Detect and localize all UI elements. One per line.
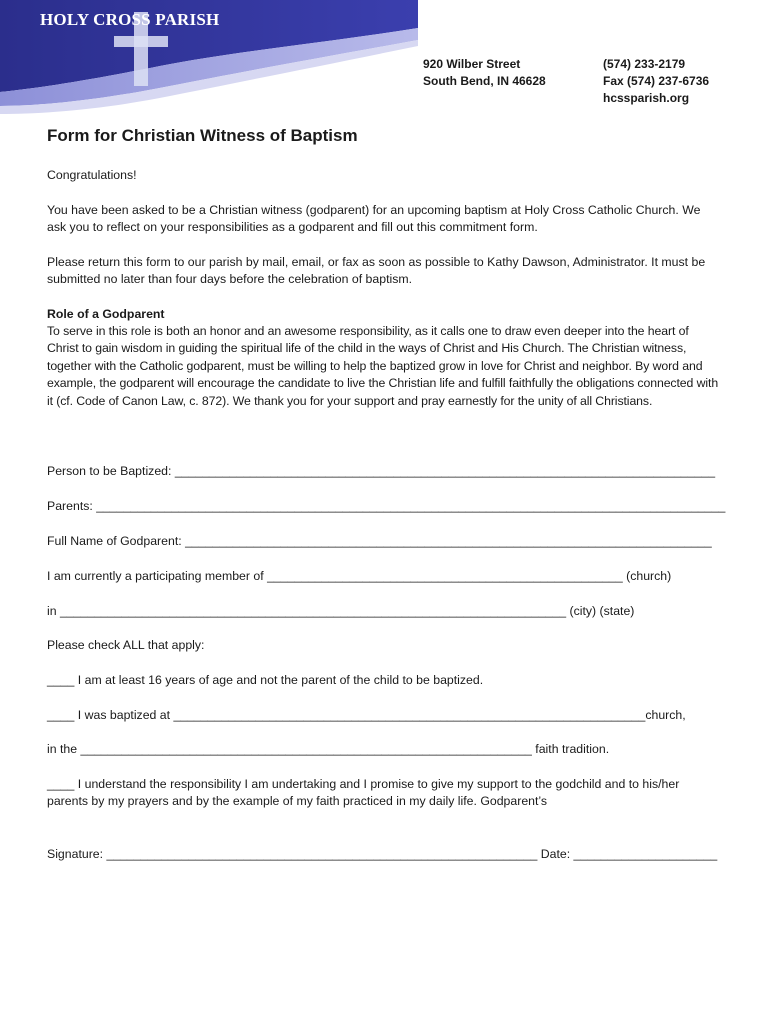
- church-membership-field[interactable]: I am currently a participating member of ____________________________________________________ (church): [47, 569, 672, 583]
- parish-address: [423, 56, 546, 90]
- address-street: 920 Wilber Street: [423, 57, 521, 71]
- form-title: Form for Christian Witness of Baptism: [47, 126, 358, 145]
- godparent-name-field[interactable]: Full Name of Godparent: _____________________________________________________________________________: [47, 534, 712, 548]
- intro-paragraph: You have been asked to be a Christian witness (godparent) for an upcoming baptism at Holy Cross Catholic Church. We ask you to reflect on your responsibilities as a godparent and fill out this commitment form.: [47, 203, 701, 235]
- logo-text: HOLY CROSS PARISH: [40, 10, 220, 29]
- return-instructions: Please return this form to our parish by mail, email, or fax as soon as possible to Kathy Dawson, Administrator. It must be submitted no later than four days before the celebration of baptism.: [47, 255, 706, 287]
- phone-number: (574) 233-2179: [603, 57, 686, 71]
- role-heading: Role of a Godparent: [47, 307, 165, 321]
- check-all-label: Please check ALL that apply:: [47, 638, 205, 652]
- city-state-field[interactable]: in __________________________________________________________________________ (city) (state): [47, 604, 635, 618]
- fax-number: Fax (574) 237-6736: [603, 74, 710, 88]
- person-baptized-field[interactable]: Person to be Baptized: _______________________________________________________________________________: [47, 464, 716, 478]
- signature-date-field[interactable]: Signature: _______________________________________________________________ Date: _____________________: [47, 847, 718, 861]
- responsibility-checkbox-line[interactable]: ____ I understand the responsibility I am undertaking and I promise to give my support to the godchild and to his/her parents by my prayers and by the example of my faith practiced in my daily life. Godparent’s: [47, 777, 680, 809]
- age-checkbox-line[interactable]: ____ I am at least 16 years of age and not the parent of the child to be baptized.: [47, 673, 484, 687]
- greeting-text: Congratulations!: [47, 168, 137, 182]
- website-link[interactable]: hcssparish.org: [603, 91, 690, 105]
- faith-tradition-field[interactable]: in the __________________________________________________________________ faith tradition.: [47, 742, 610, 756]
- parish-logo-banner: [0, 0, 420, 120]
- address-city: South Bend, IN 46628: [423, 74, 546, 88]
- role-paragraph: To serve in this role is both an honor and an awesome responsibility, as it calls one to draw even deeper into the heart of Christ to gain wisdom in guiding the spiritual life of the child in the ways of Christ and His Church. The Christian witness, together with the Catholic godparent, must be willing to help the baptized grow in love for Christ and neighbor. By word and example, the godparent will encourage the candidate to live the Christian life and fulfill faithfully the obligations connected with it (cf. Code of Canon Law, c. 872). We thank you for your support and pray earnestly for the unity of all Christians.: [47, 324, 719, 408]
- parish-name-logo: [40, 10, 219, 30]
- baptized-at-field[interactable]: ____ I was baptized at _____________________________________________________________________church,: [47, 708, 686, 722]
- parents-field[interactable]: Parents: ____________________________________________________________________________________________: [47, 499, 726, 513]
- parish-contact: [603, 56, 709, 107]
